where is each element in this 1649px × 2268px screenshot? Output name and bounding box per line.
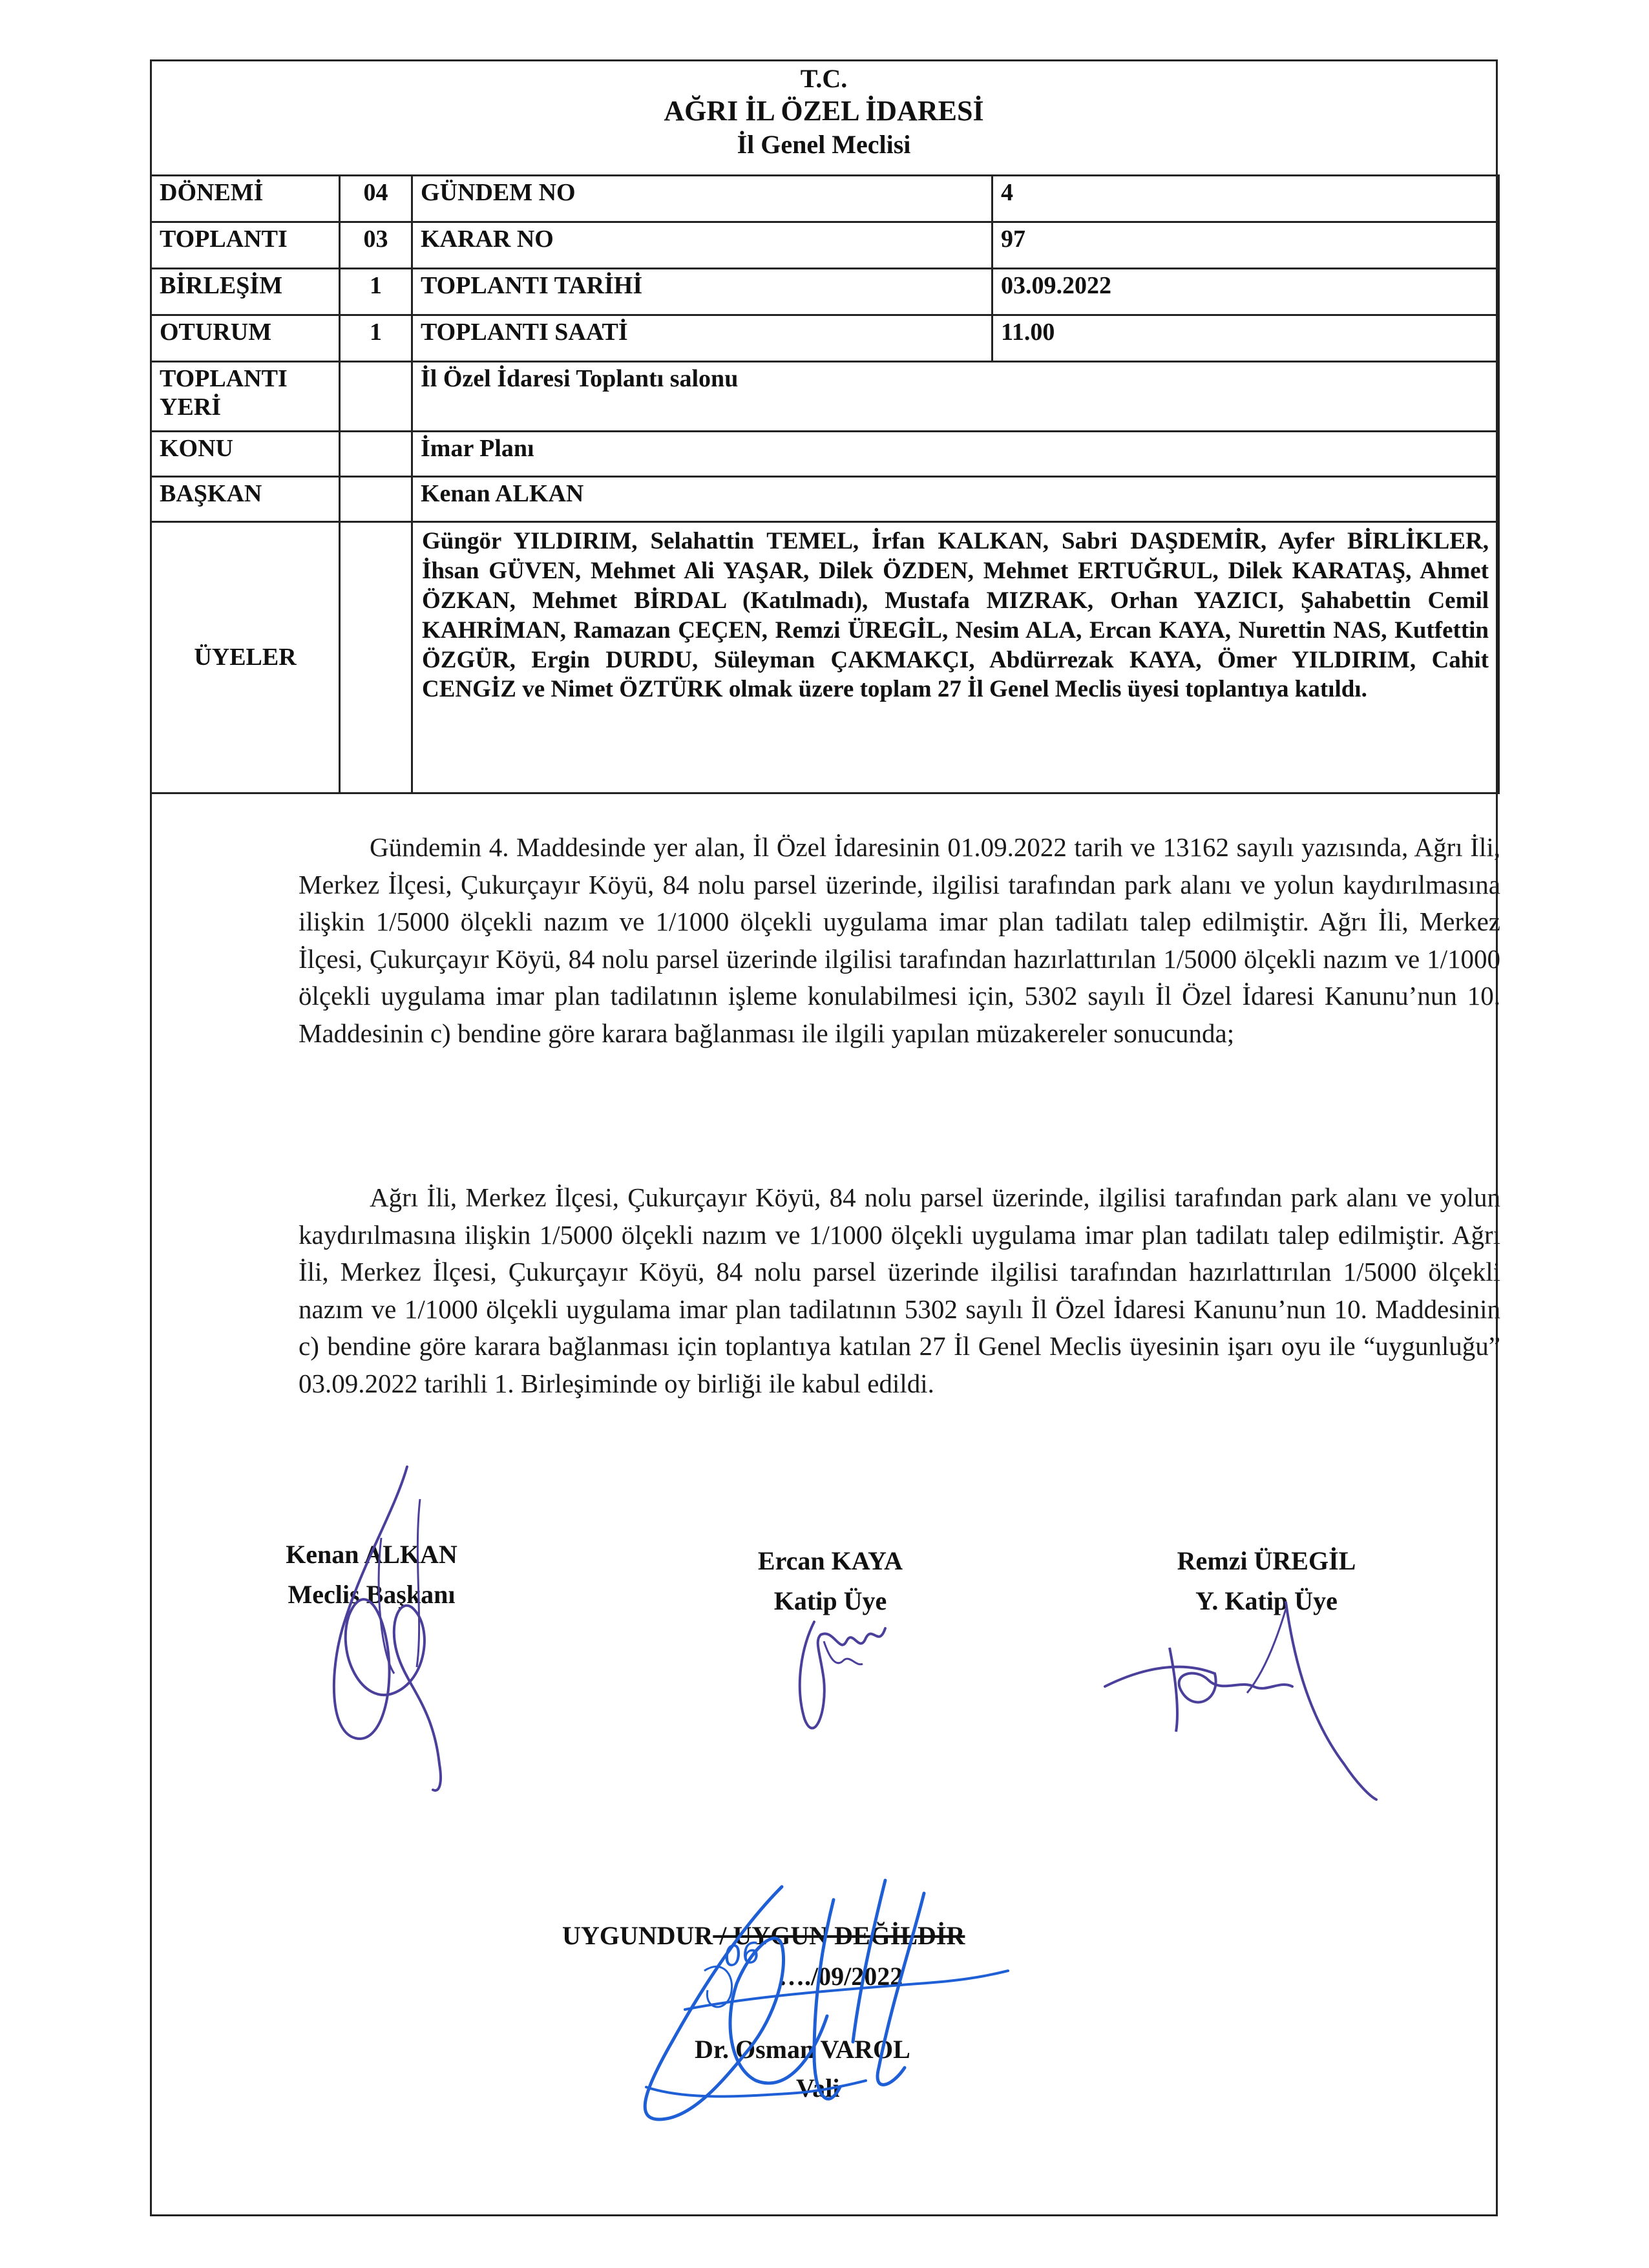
info-field: KARAR NO	[412, 222, 993, 269]
info-row	[151, 176, 1499, 222]
header-institution: AĞRI İL ÖZEL İDARESİ	[664, 95, 984, 127]
info-field: TOPLANTI SAATİ	[412, 315, 993, 362]
info-row-location	[151, 362, 1499, 432]
info-number: 04	[340, 176, 412, 222]
approval-handwritten-day: 06	[721, 1936, 762, 1974]
signer-name: Ercan KAYA	[757, 1546, 903, 1575]
members-list: Güngör YILDIRIM, Selahattin TEMEL, İrfan KALKAN, Sabri DAŞDEMİR, Ayfer BİRLİKLER, İhsan GÜVEN, Mehmet Ali YAŞAR, Dilek ÖZDEN, Mehmet ERTUĞRUL, Dilek KARATAŞ, Ahmet ÖZKAN, Mehmet BİRDAL (Katılmadı), Mustafa MIZRAK, Orhan YAZICI, Şahabettin Cemil KAHRİMAN, Ramazan ÇEÇEN, Remzi ÜREGİL, Nesim ALA, Ercan KAYA, Nurettin NAS, Kutfettin ÖZGÜR, Ergin DURDU, Süleyman ÇAKMAKÇI, Abdürrezak KAYA, Ömer YILDIRIM, Cahit CENGİZ ve Nimet ÖZTÜRK olmak üzere toplam 27 İl Genel Meclis üyesi toplantıya katıldı.	[412, 522, 1499, 793]
governor-name: Dr. Osman VAROL	[695, 2035, 910, 2064]
info-row-chair	[151, 477, 1499, 522]
info-value: 11.00	[993, 315, 1499, 362]
info-number: 1	[340, 315, 412, 362]
header-tc: T.C.	[800, 64, 848, 93]
info-label: BİRLEŞİM	[151, 269, 340, 315]
signer-title: Katip Üye	[773, 1586, 887, 1615]
info-label: DÖNEMİ	[151, 176, 340, 222]
body-paragraph-2: Ağrı İli, Merkez İlçesi, Çukurçayır Köyü, 84 nolu parsel üzerinde, ilgilisi tarafından park alanı ve yolun kaydırılmasına ilişkin 1/5000 ölçekli nazım ve 1/1000 ölçekli uygulama imar plan tadilatı talep edilmiştir. Ağrı İli, Merkez İlçesi, Çukurçayır Köyü, 84 nolu parsel üzerinde ilgilisi tarafından hazırlattırılan 1/5000 ölçekli nazım ve 1/1000 ölçekli uygulama imar plan tadilatının 5302 sayılı İl Özel İdaresi Kanunu’nun 10. Maddesinin c) bendine göre karara bağlanması için toplantıya katılan 27 İl Genel Meclis üyesinin işarı oyu ile “uygunluğu” 03.09.2022 tarihli 1. Birleşiminde oy birliği ile kabul edildi.	[299, 1182, 1500, 1398]
signer-name: Kenan ALKAN	[286, 1540, 457, 1569]
chair-label: BAŞKAN	[151, 477, 340, 522]
header-council: İl Genel Meclisi	[737, 130, 911, 160]
approval-uygundur: UYGUNDUR	[562, 1921, 713, 1950]
body-paragraph-1: Gündemin 4. Maddesinde yer alan, İl Özel İdaresinin 01.09.2022 tarih ve 13162 sayılı yazısında, Ağrı İli, Merkez İlçesi, Çukurçayır Köyü, 84 nolu parsel üzerinde, ilgilisi tarafından park alanı ve yolun kaydırılmasına ilişkin 1/5000 ölçekli nazım ve 1/1000 ölçekli uygulama imar plan tadilatı talep edilmiştir. Ağrı İli, Merkez İlçesi, Çukurçayır Köyü, 84 nolu parsel üzerinde ilgilisi tarafından hazırlattırılan 1/5000 ölçekli nazım ve 1/1000 ölçekli uygulama imar plan tadilatının işleme konulabilmesi için, 5302 sayılı İl Özel İdaresi Kanunu’nun 10. Maddesinin c) bendine göre karara bağlanması ile ilgili yapılan müzakereler sonucunda;	[299, 832, 1500, 1048]
info-row-subject	[151, 432, 1499, 477]
info-row	[151, 269, 1499, 315]
info-label: OTURUM	[151, 315, 340, 362]
approval-date: …./09/2022	[779, 1962, 903, 1991]
clerk-handwritten-signature	[775, 1602, 905, 1745]
approval-uygun-degildir: UYGUN DEĞİLDİR	[733, 1921, 965, 1950]
info-number: 03	[340, 222, 412, 269]
chair-handwritten-signature	[284, 1460, 491, 1796]
subject-value: İmar Planı	[412, 432, 1499, 477]
members-label: ÜYELER	[151, 522, 340, 793]
info-label: TOPLANTI	[151, 222, 340, 269]
signer-title: Meclis Başkanı	[288, 1580, 456, 1609]
info-row	[151, 222, 1499, 269]
signer-name: Remzi ÜREGİL	[1177, 1546, 1356, 1575]
info-row-members	[151, 522, 1499, 793]
approval-separator: /	[713, 1921, 733, 1950]
meeting-info-table	[150, 174, 1500, 794]
governor-handwritten-signature	[620, 1874, 1021, 2132]
info-value: 4	[993, 176, 1499, 222]
location-value: İl Özel İdaresi Toplantı salonu	[412, 362, 1499, 432]
info-field: GÜNDEM NO	[412, 176, 993, 222]
governor-title: Vali	[796, 2074, 840, 2103]
signer-title: Y. Katip Üye	[1195, 1586, 1338, 1615]
info-value: 03.09.2022	[993, 269, 1499, 315]
chair-value: Kenan ALKAN	[412, 477, 1499, 522]
info-value: 97	[993, 222, 1499, 269]
subject-label: KONU	[151, 432, 340, 477]
deputy-clerk-handwritten-signature	[1092, 1596, 1389, 1803]
info-row	[151, 315, 1499, 362]
document-header	[150, 59, 1498, 159]
info-field: TOPLANTI TARİHİ	[412, 269, 993, 315]
location-label: TOPLANTI YERİ	[151, 362, 340, 432]
info-number: 1	[340, 269, 412, 315]
